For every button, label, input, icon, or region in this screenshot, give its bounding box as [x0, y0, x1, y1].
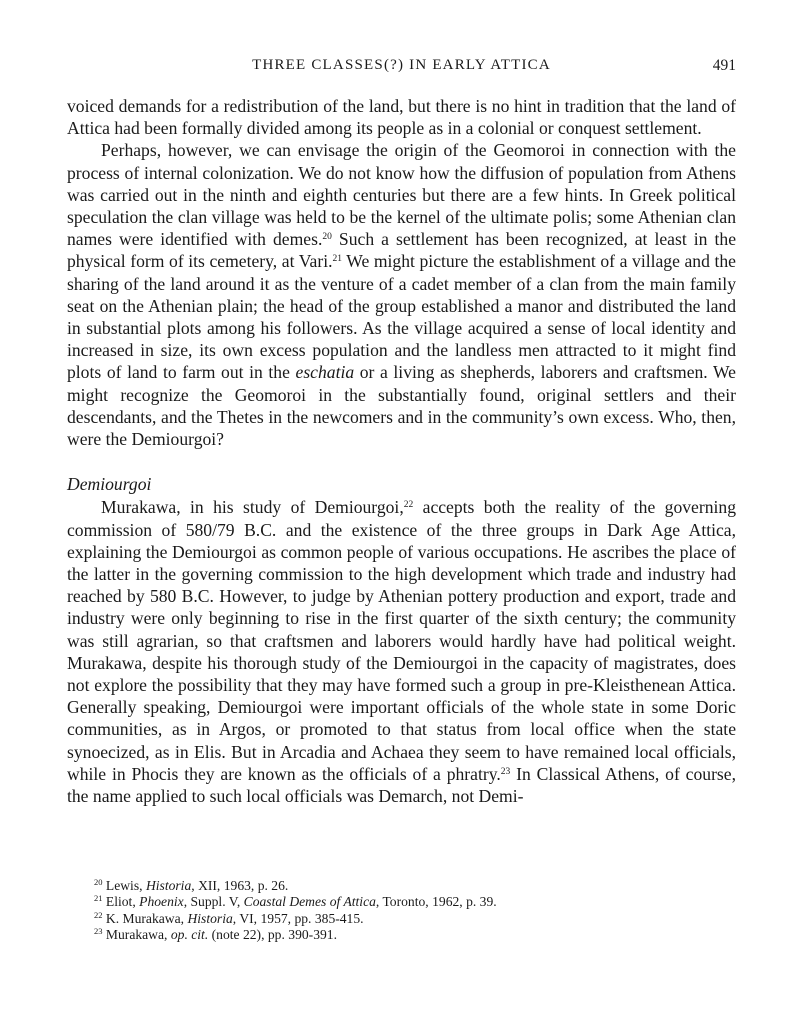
- footnote-20: $^{20}$ Lewis, Historia, XII, 1963, p. 26.: [94, 877, 289, 893]
- article-body: [67, 95, 736, 807]
- footnote-22: $^{22}$ K. Murakawa, Historia, VI, 1957, pp. 385-415.: [94, 909, 364, 926]
- footnote-ref-20[interactable]: 20: [322, 232, 332, 243]
- paragraph-geomoroi: Perhaps, however, we can envisage the origin of the Geomoroi in connection with the process of internal colonization. We do not know how the diffusion of population from Athens was carried out in the ninth and eighth centuries but there are a few hints. In Greek political speculation the clan village was held to be the kernel of the ultimate polis; some Athenian clan names were identified with demes.$^{20}$ Such a settlement has been recognized, at least in the physical form of its cemetery, at Vari.$^{21}$ We might picture the establishment of a village and the sharing of the land around it as the venture of a cadet member of a clan from the main family seat on the Athenian plain; the head of the group established a manor and distributed the land in substantial plots among his followers. As the village acquired a sense of local identity and increased in size, its own excess population and the landless men attracted to it might find plots of land to farm out in the eschatia or a living as shepherds, laborers and craftsmen. We might recognize the Geomoroi in the substantially found, original settlers and their descendants, and the Thetes in the newcomers and in the community’s own excess. Who, then, were the Demiourgoi?: [67, 140, 736, 450]
- footnotes: [67, 878, 736, 943]
- italic-term: eschatia: [295, 362, 355, 383]
- running-title: THREE CLASSES(?) IN EARLY ATTICA: [252, 57, 551, 73]
- footnote-ref-21[interactable]: 21: [332, 254, 342, 265]
- footnote-ref-22[interactable]: 22: [403, 500, 414, 511]
- section-heading: Demiourgoi: [67, 474, 152, 495]
- paragraph-demiourgoi: Murakawa, in his study of Demiourgoi,$^{22}$ accepts both the reality of the governing commission of 580/79 B.C. and the existence of the three groups in Dark Age Attica, explaining the Demiourgoi as common people of various occupations. He ascribes the place of the latter in the governing commission to the high development which trade and industry had reached by 580 B.C. However, to judge by Athenian pottery production and export, trade and industry were only beginning to rise in the first quarter of the sixth century; the community was still agrarian, so that craftsmen and laborers would hardly have had political weight. Murakawa, despite his thorough study of the Demiourgoi in the capacity of magistrates, does not explore the possibility that they may have formed such a group in pre-Kleisthenean Attica. Generally speaking, Demiourgoi were important officials of the whole state in some Doric communities, as in Argos, or promoted to that status from local office when the state synoecized, as in Elis. But in Arcadia and Achaea they seem to have remained local officials, while in Phocis they are known as the officials of a phratry.$^{23}$ In Classical Athens, of course, the name applied to such local officials was Demarch, not Demi-: [67, 497, 736, 807]
- page-number: 491: [712, 57, 736, 74]
- footnote-21: $^{21}$ Eliot, Phoenix, Suppl. V, Coastal Demes of Attica, Toronto, 1962, p. 39.: [94, 893, 497, 910]
- running-header: [67, 57, 736, 83]
- footnote-ref-23[interactable]: 23: [500, 766, 511, 777]
- paragraph-continued: voiced demands for a redistribution of the land, but there is no hint in tradition that the land of Attica had been formally divided among its people as in a colonial or conquest settlement.: [67, 96, 736, 139]
- footnote-23: $^{23}$ Murakawa, op. cit. (note 22), pp. 390-391.: [94, 925, 337, 942]
